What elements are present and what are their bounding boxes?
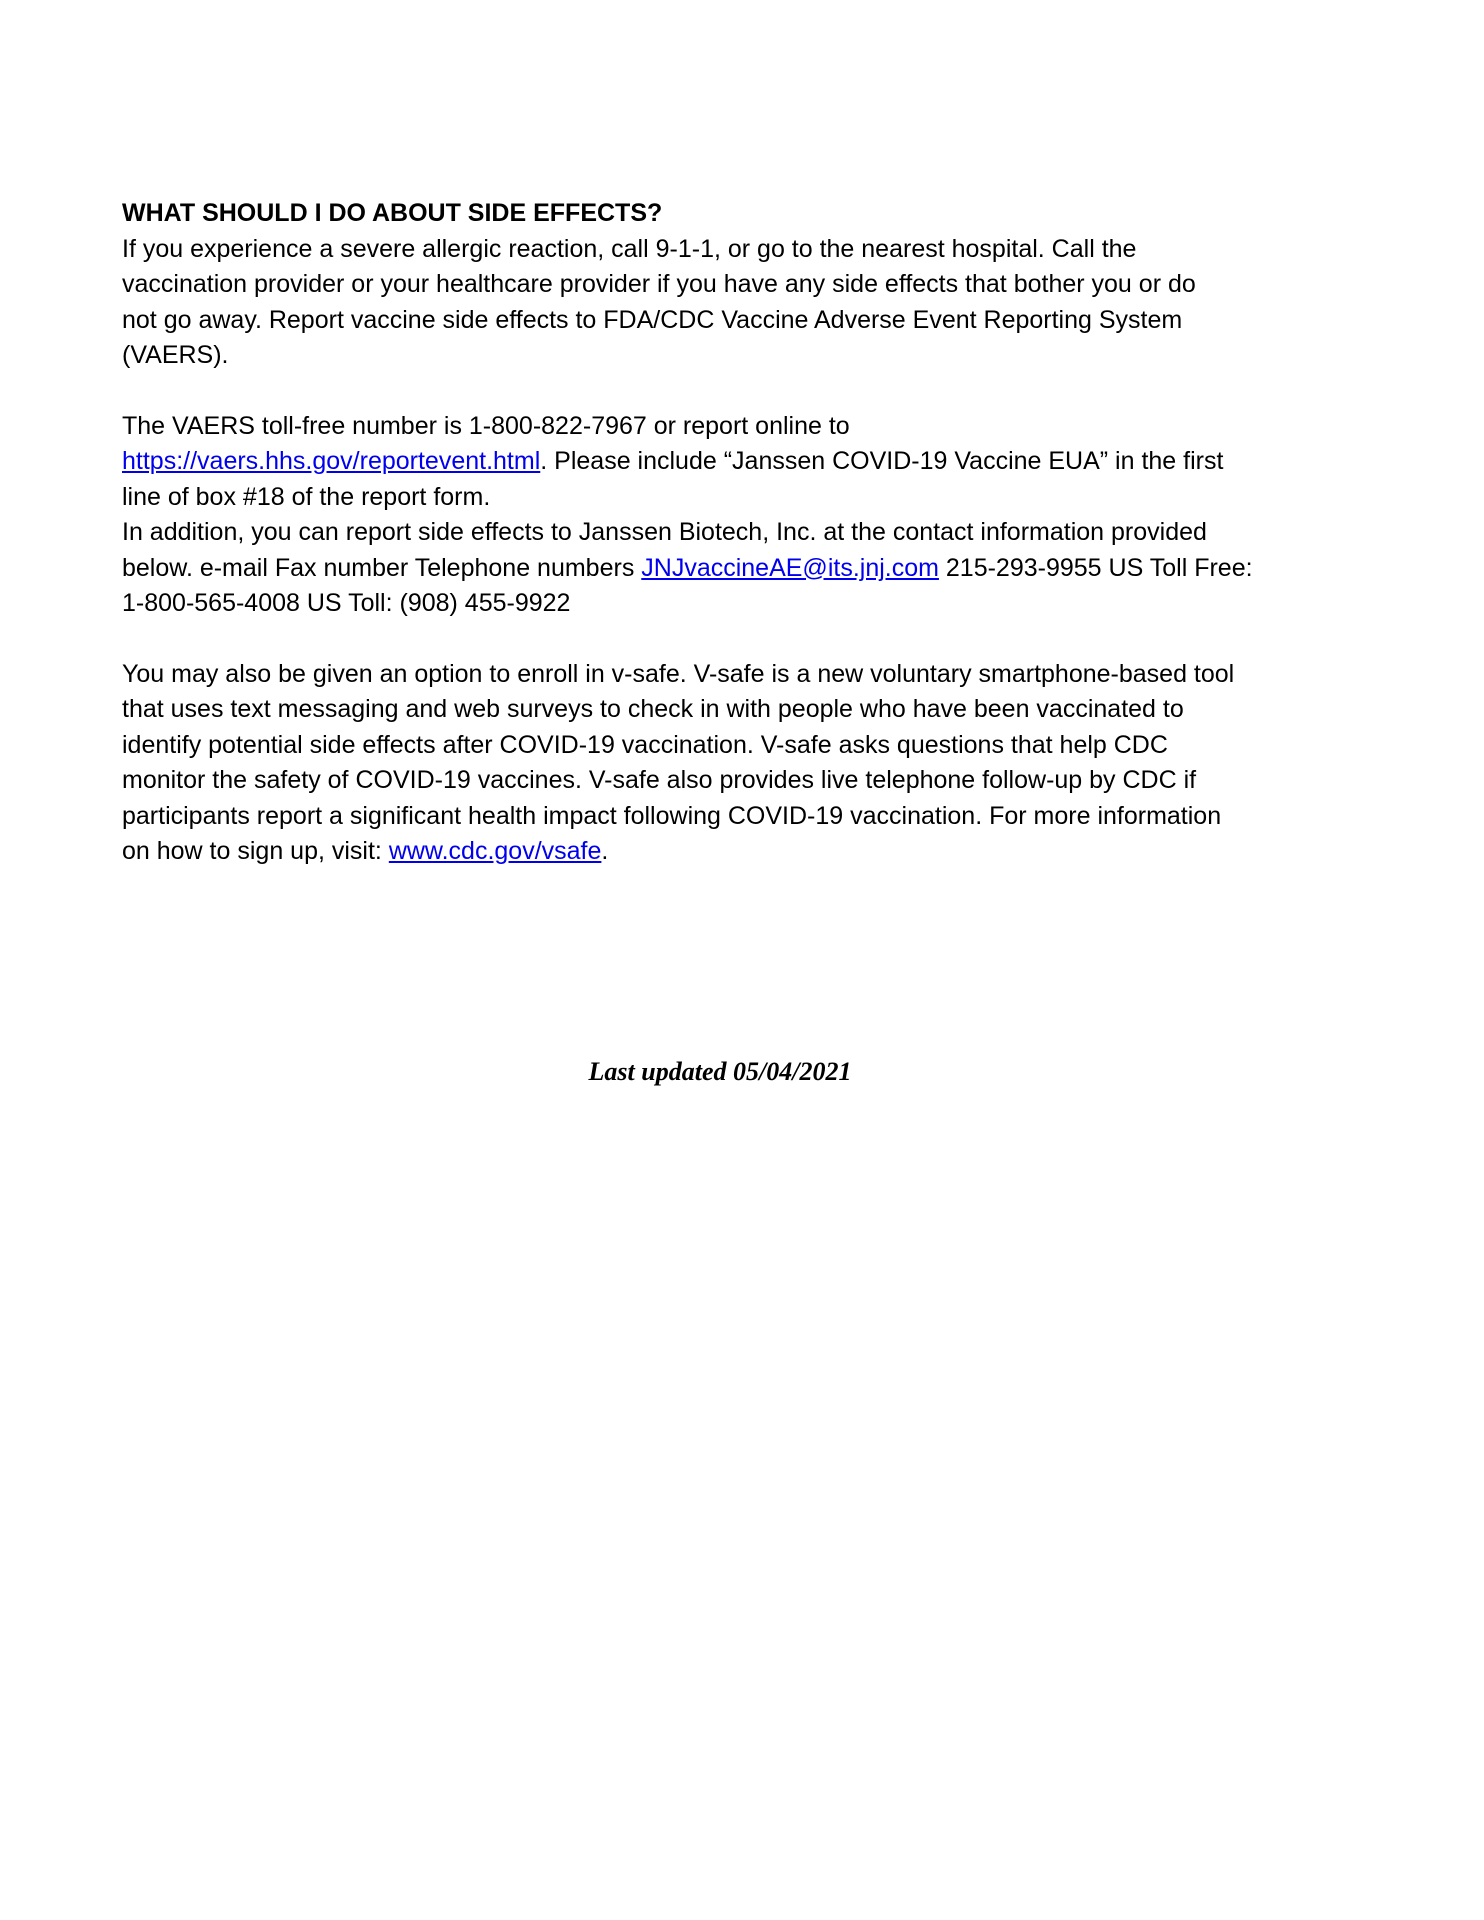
- section-heading: WHAT SHOULD I DO ABOUT SIDE EFFECTS?: [122, 199, 663, 227]
- text-line: line of box #18 of the report form.: [122, 482, 491, 511]
- paragraph-spacer: [122, 374, 1322, 409]
- janssen-email-link[interactable]: JNJvaccineAE@its.jnj.com: [641, 553, 939, 582]
- text-line: 215-293-9955 US Toll Free:: [938, 553, 1253, 582]
- last-updated-footer: Last updated 05/04/2021: [588, 1057, 852, 1086]
- paragraph-vaers: [122, 409, 1322, 622]
- text-line: not go away. Report vaccine side effects to FDA/CDC Vaccine Adverse Event Reporting System: [122, 305, 1183, 334]
- text-line: that uses text messaging and web surveys to check in with people who have been vaccinated to: [122, 695, 1184, 723]
- vsafe-link[interactable]: www.cdc.gov/vsafe: [388, 837, 602, 865]
- text-line: below. e-mail Fax number Telephone numbers: [122, 553, 642, 582]
- text-line: vaccination provider or your healthcare provider if you have any side effects that bother you or do: [122, 270, 1196, 298]
- text-line: (VAERS).: [122, 341, 229, 369]
- paragraph-side-effects: [122, 232, 1322, 374]
- text-line: participants report a significant health impact following COVID-19 vaccination. For more information: [122, 801, 1222, 830]
- paragraph-vsafe: [122, 657, 1322, 870]
- paragraph-spacer: [122, 622, 1322, 657]
- text-line: . Please include “Janssen COVID-19 Vaccine EUA” in the first: [540, 447, 1224, 475]
- text-line: identify potential side effects after COVID-19 vaccination. V-safe asks questions that help CDC: [122, 730, 1168, 759]
- text-line: If you experience a severe allergic reaction, call 9-1-1, or go to the nearest hospital. Call the: [122, 234, 1137, 263]
- text-line: The VAERS toll-free number is 1-800-822-7967 or report online to: [122, 411, 850, 440]
- vaers-report-link[interactable]: https://vaers.hhs.gov/reportevent.html: [122, 447, 541, 475]
- text-line: on how to sign up, visit:: [122, 837, 389, 865]
- text-line: .: [601, 837, 609, 865]
- text-line: You may also be given an option to enroll in v-safe. V-safe is a new voluntary smartphone-based tool: [122, 659, 1235, 688]
- document-body: [122, 196, 1322, 870]
- text-line: In addition, you can report side effects to Janssen Biotech, Inc. at the contact information provided: [122, 518, 1207, 546]
- text-line: monitor the safety of COVID-19 vaccines. V-safe also provides live telephone follow-up by CDC if: [122, 766, 1197, 794]
- text-line: 1-800-565-4008 US Toll: (908) 455-9922: [122, 589, 571, 617]
